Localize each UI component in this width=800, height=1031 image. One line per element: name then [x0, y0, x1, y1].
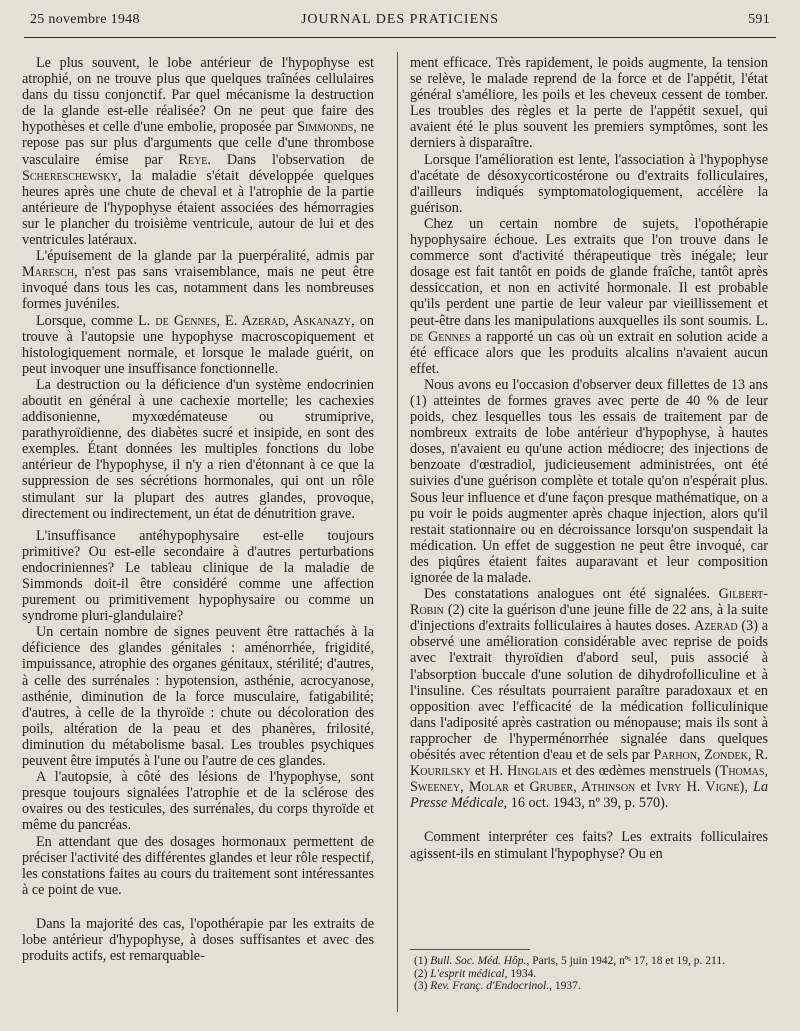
paragraph: A l'autopsie, à côté des lésions de l'hypophyse, sont presque toujours signalées l'atrophie et de la sclérose des ovaires ou des testicules, des surrénales, du corps thyroïde et même du pancréas.: [22, 769, 374, 834]
author-names: Gruber, Athinson: [529, 779, 636, 796]
issue-date: 25 novembre 1948: [30, 12, 140, 27]
journal-citation: La Presse Médicale: [410, 779, 769, 812]
paragraph: ment efficace. Très rapidement, le poids augmente, la tension se relève, le malade reprend de la force et de l'appétit, l'état général s'améliore, les poils et les cheveux cessent de tomber. Les troubles des règles et la perte de l'appétit sexuel, qui avaient été le plus souvent les premiers symptômes, sont les derniers à disparaître.: [410, 55, 768, 152]
left-column: [22, 55, 374, 964]
paragraph: En attendant que des dosages hormonaux permettent de préciser l'activité des différentes glandes et leur rôle respectif, les constations faites au cours du traitement sont intéressantes à ce point de vue.: [22, 833, 374, 898]
header-rule: [24, 37, 776, 38]
paragraph: Chez un certain nombre de sujets, l'opothérapie hypophysaire échoue. Les extraits que l'on trouve dans le commerce sont d'activité thérapeutique très inégale; leur dosage est fait tantôt en poids de glande fraîche, tantôt après dessiccation, et non en activité hormonale. Il est probable qu'ils perdent une partie de leur valeur par vieillissement et peut-être dans les manipulations auxquelles ils sont soumis. L. de Gennes a rapporté un cas où un extrait en solution acide a été efficace alors que les produits alcalins n'avaient aucun effet.: [410, 215, 768, 377]
page-header: [30, 12, 770, 38]
author-names: Parhon, Zondek, R. Kourilsky: [410, 747, 769, 780]
footnotes: [410, 955, 768, 993]
author-name: L. de Gennes: [410, 312, 768, 345]
footnote: (1) Bull. Soc. Méd. Hôp., Paris, 5 juin 1942, nºˢ 17, 18 et 19, p. 211.: [414, 955, 725, 967]
footnote: (2) L'esprit médical, 1934.: [414, 967, 537, 980]
author-name: Maresch: [22, 264, 75, 281]
paragraph: L'épuisement de la glande par la puerpéralité, admis par Maresch, n'est pas sans vraisemblance, mais ne peut être invoqué dans tous les cas, notamment dans les nombreuses formes juvéniles.: [22, 248, 374, 313]
paragraph: Dans la majorité des cas, l'opothérapie par les extraits de lobe antérieur d'hypophyse, à doses suffisantes et avec des produits actifs, est remarquable-: [22, 915, 374, 965]
paragraph: Lorsque l'amélioration est lente, l'association à l'hypophyse d'acétate de désoxycorticostérone ou d'extraits folliculaires, d'ailleurs indiqués symptomatologiquement, accélère la guérison.: [410, 151, 768, 216]
footnote: (3) Rev. Franç. d'Endocrinol., 1937.: [414, 980, 581, 993]
paragraph: L'insuffisance antéhypophysaire est-elle toujours primitive? Ou est-elle secondaire à d'autres perturbations endocriniennes? Le tableau clinique de la maladie de Simmonds doit-il être considéré comme une affection purement ou primitivement hypophysaire ou comme un syndrome pluri-glandulaire?: [22, 527, 374, 625]
footnote-rule: [410, 949, 530, 950]
paragraph: La destruction ou la déficience d'un système endocrinien aboutit en général à une cachexie mortelle; les cachexies addisonienne, myxœdémateuse ou strumiprive, parathyroïdienne, des diabètes sucré et insipide, en sont des exemples. Étant données les multiples fonctions du lobe antérieur de l'hypophyse, il n'y a rien d'étonnant à ce que la suppression de ses sécrétions hormonales, qui ont un rôle stimulant sur la plupart des autres glandes, provoque, directement ou indirectement, un état de dénutrition grave.: [22, 376, 374, 522]
author-names: Thomas, Sweeney, Molar: [410, 763, 768, 796]
paragraph: Un certain nombre de signes peuvent être rattachés à la déficience des glandes génitales : aménorrhée, frigidité, impuissance, atrophie des organes génitaux, stérilité; d'autres, à celle des surrénales : hypotension, asthénie, acrocyanose, asthénie, diminution de la force musculaire, fatigabilité; d'autres, à celle de la thyroïde : chute ou décoloration des poils, altération de la peau et des phanères, frilosité, diminution du métabolisme basal. Les troubles psychiques peuvent être imputés à l'une ou l'autre de ces glandes.: [22, 624, 374, 770]
column-divider: [397, 52, 398, 1012]
page-number: 591: [748, 12, 770, 27]
journal-title: JOURNAL DES PRATICIENS: [300, 12, 500, 27]
author-name: Gilbert-Robin: [410, 586, 768, 619]
author-name: Reye: [178, 151, 208, 168]
right-column: [410, 55, 768, 862]
author-name: Simmonds: [297, 119, 354, 136]
paragraph: Lorsque, comme L. de Gennes, E. Azerad, Askanazy, on trouve à l'autopsie une hypophyse macroscopiquement et histologiquement normale, et lorsque le malade guérit, on peut invoquer une insuffisance fonctionnelle.: [22, 312, 374, 377]
author-name: Ivry H. Vigne: [656, 779, 740, 796]
author-name: Schereschewsky: [22, 167, 118, 184]
author-name: Azerad: [694, 618, 738, 635]
author-names: L. de Gennes, E. Azerad, Askanazy: [138, 312, 352, 329]
paragraph: Nous avons eu l'occasion d'observer deux fillettes de 13 ans (1) atteintes de formes graves avec perte de 40 % de leur poids, chez lesquelles tous les essais de traitement par de nombreux extraits de lobe antérieur d'hypophyse, à hautes doses, n'avaient eu qu'une action médiocre; des injections de benzoate d'œstradiol, judicieusement administrées, ont été suivies d'une guérison complète et totale qu'on n'espérait plus. Sous leur influence et d'une façon presque mathématique, on a pu voir le poids augmenter après chaque injection, alors qu'il restait stationnaire ou en décroissance lorsqu'on suspendait la médication. Un effet de suggestion ne peut être invoqué, car des piqûres étaient faites auparavant et leur composition ignorée de la malade.: [410, 376, 768, 586]
paragraph: Le plus souvent, le lobe antérieur de l'hypophyse est atrophié, on ne trouve plus que quelques traînées cellulaires dans du tissu conjonctif. Par quel mécanisme la destruction de la glande est-elle réalisée? On ne peut que faire des hypothèses et celle d'une embolie, proposée par Simmonds, ne repose pas sur plus d'arguments que celle d'une thrombose vasculaire émise par Reye. Dans l'observation de Schereschewsky, la maladie s'était développée quelques heures après une chute de cheval et à l'atrophie de la partie antérieure de l'hypophyse étaient associées des hémorragies sur le plancher du troisième ventricule, autour de lui et des ventricules latéraux.: [22, 55, 374, 249]
author-name: H. Hinglais: [489, 763, 558, 780]
paragraph: Comment interpréter ces faits? Les extraits folliculaires agissent-ils en stimulant l'hypophyse? Ou en: [410, 829, 768, 862]
paragraph: Des constatations analogues ont été signalées. Gilbert-Robin (2) cite la guérison d'une jeune fille de 22 ans, à la suite d'injections d'extraits folliculaires à hautes doses. Azerad (3) a observé une amélioration considérable avec reprise de poids avec l'extrait thyroïdien d'abord seul, puis associé à l'absorption buccale d'une solution de dihydrofolliculine et à l'insuline. Ces résultats pourraient paraître paradoxaux et en opposition avec l'efficacité de la médication folliculinique dans l'adiposité après castration ou ménopause; mais ils sont à rapprocher de l'hyperménorrhée signalée dans quelques obésités avec rétention d'eau et de sels par Parhon, Zondek, R. Kourilsky et H. Hinglais et des œdèmes menstruels (Thomas, Sweeney, Molar et Gruber, Athinson et Ivry H. Vigne), La Presse Médicale, 16 oct. 1943, nº 39, p. 570).: [410, 586, 769, 812]
